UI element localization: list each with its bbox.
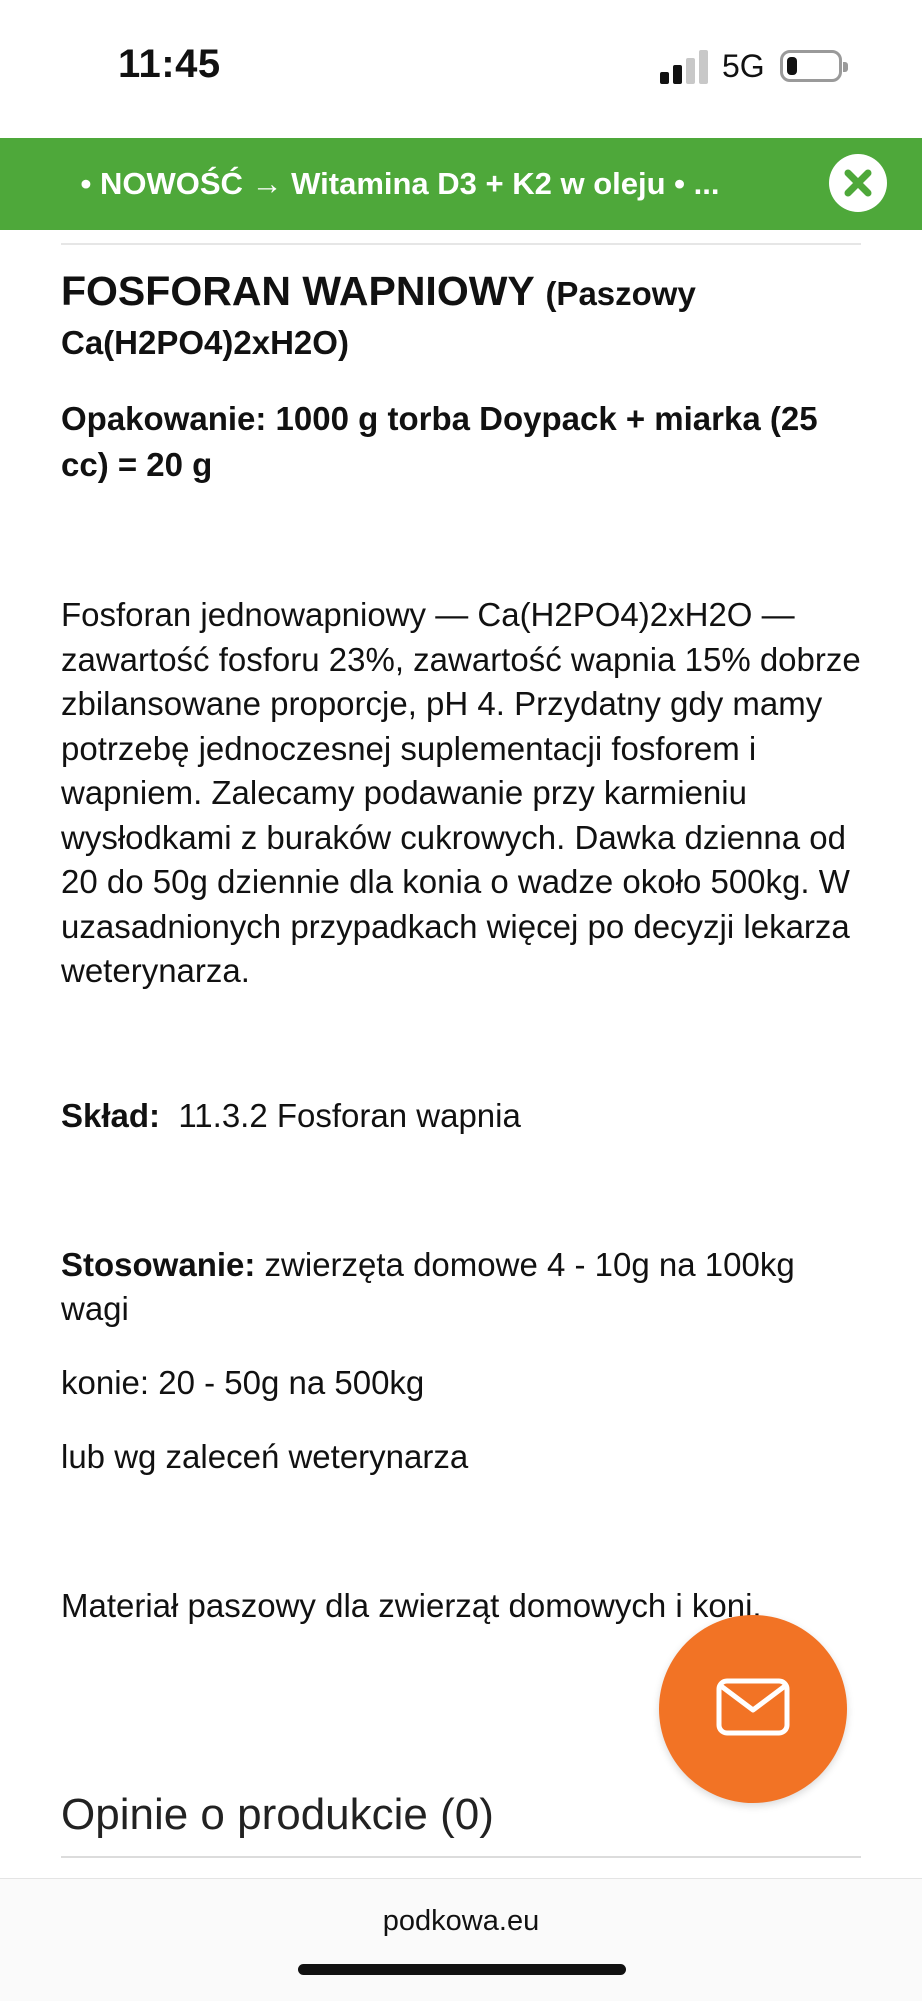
status-time: 11:45 (118, 42, 221, 86)
status-bar (0, 0, 922, 138)
promo-banner[interactable] (0, 138, 922, 230)
package-info: Opakowanie: 1000 g torba Doypack + miarka (25 cc) = 20 g (61, 400, 818, 483)
usage-label: Stosowanie: (61, 1245, 256, 1283)
product-title-sub: (Paszowy Ca(H2PO4)2xH2O) (61, 275, 696, 361)
usage-vet: lub wg zaleceń weterynarza (61, 1437, 469, 1475)
mail-icon (716, 1678, 790, 1736)
product-title-main: FOSFORAN WAPNIOWY (61, 268, 535, 314)
divider (61, 243, 861, 245)
material-note: Materiał paszowy dla zwierząt domowych i koni. (61, 1586, 762, 1624)
reviews-heading[interactable]: Opinie o produkcie (0) (61, 1790, 494, 1839)
product-title (61, 268, 861, 366)
network-type: 5G (722, 48, 765, 84)
browser-url[interactable]: podkowa.eu (382, 1905, 540, 1937)
contact-mail-button[interactable] (659, 1615, 847, 1803)
usage (61, 1243, 861, 1331)
product-description (61, 268, 861, 1628)
usage-horses: konie: 20 - 50g na 500kg (61, 1363, 425, 1401)
close-icon (843, 168, 873, 198)
divider (61, 1856, 861, 1858)
composition (61, 1094, 861, 1138)
promo-banner-text[interactable]: • NOWOŚĆ → Witamina D3 + K2 w oleju • ... (80, 166, 720, 201)
banner-close-button[interactable] (829, 154, 887, 212)
browser-bottom-bar (0, 1878, 922, 2001)
usage-value: zwierzęta domowe 4 - 10g na 100kg wagi (61, 1245, 795, 1327)
composition-label: Skład: (61, 1096, 161, 1134)
product-description-text: Fosforan jednowapniowy — Ca(H2PO4)2xH2O — zawartość fosforu 23%, zawartość wapnia 15% dobrze zbilansowane proporcje, pH 4. Przydatny gdy mamy potrzebę jednoczesnej suplementacji fosforem i wapniem. Zalecamy podawanie przy karmieniu wysłodkami z buraków cukrowych. Dawka dzienna od 20 do 50g dziennie dla konia o wadze około 500kg. W uzasadnionych przypadkach więcej po decyzji lekarza weterynarza. (61, 596, 861, 989)
signal-icon (660, 50, 710, 84)
home-indicator[interactable] (298, 1964, 626, 1975)
battery-icon (780, 50, 842, 82)
composition-value: 11.3.2 Fosforan wapnia (178, 1096, 521, 1134)
